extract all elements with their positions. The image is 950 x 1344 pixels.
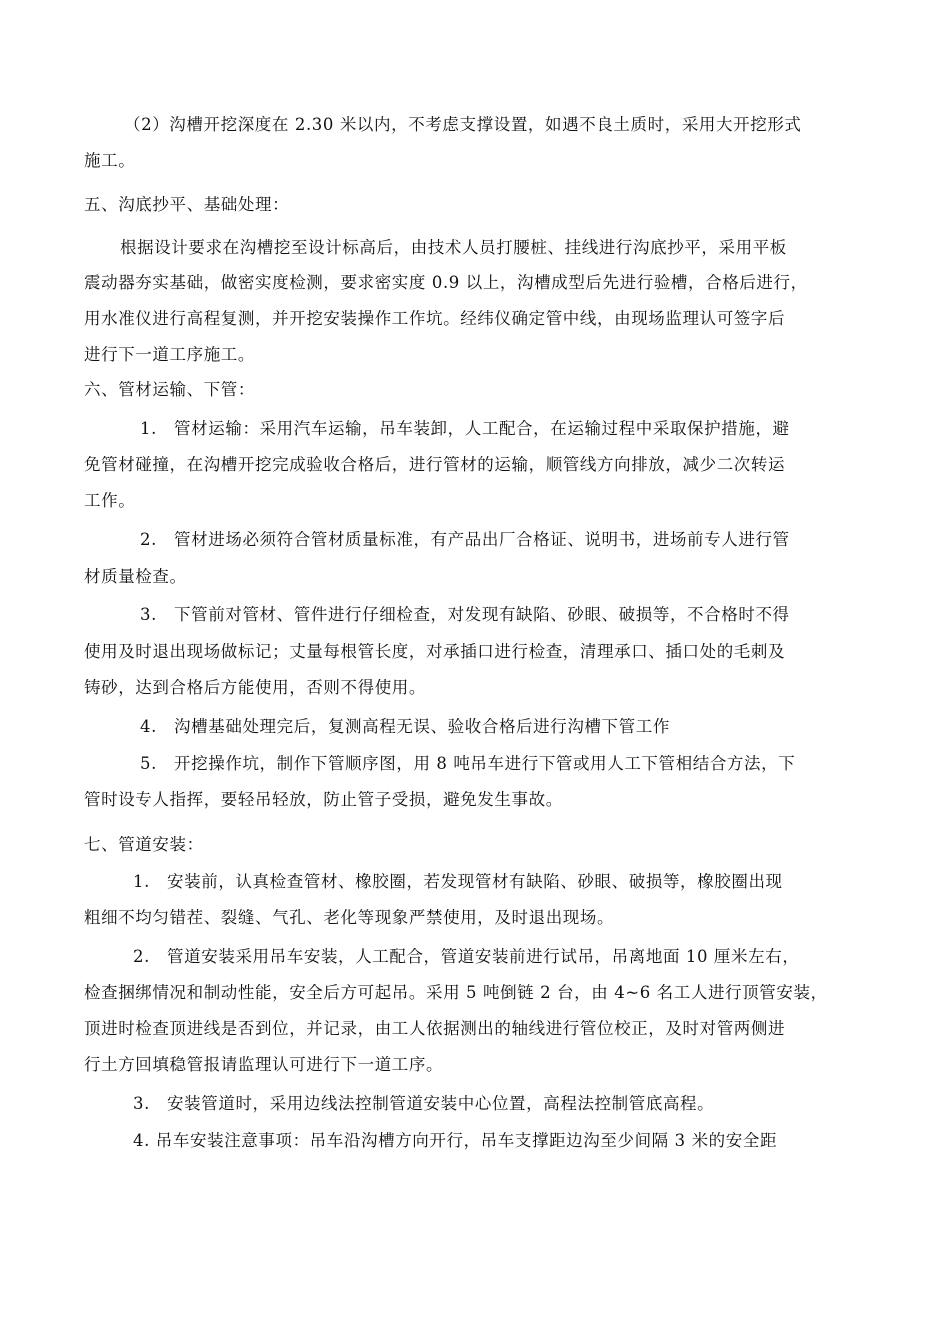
text-line: 3. 安装管道时，采用边线法控制管道安装中心位置，高程法控制管底高程。: [133, 1094, 715, 1113]
section-heading: 六、管材运输、下管：: [84, 380, 255, 399]
section-heading: 七、管道安装：: [84, 835, 204, 854]
text-line: 行土方回填稳管报请监理认可进行下一道工序。: [84, 1055, 444, 1074]
text-line: 检查捆绑情况和制动性能，安全后方可起吊。采用 5 吨倒链 2 台，由 4~6 名工人进行顶管安装，: [84, 983, 828, 1002]
text-line: 震动器夯实基础，做密实度检测，要求密实度 0.9 以上，沟槽成型后先进行验槽，合格后进行，: [84, 273, 808, 292]
text-line: 免管材碰撞，在沟槽开挖完成验收合格后，进行管材的运输，顺管线方向排放，减少二次转运: [84, 455, 786, 474]
text-line: 用水准仪进行高程复测，并开挖安装操作工作坑。经纬仪确定管中线，由现场监理认可签字后: [84, 309, 786, 328]
text-line: 5. 开挖操作坑，制作下管顺序图，用 8 吨吊车进行下管或用人工下管相结合方法，下: [140, 754, 796, 773]
text-line: 施工。: [84, 151, 136, 170]
text-line: 1. 安装前，认真检查管材、橡胶圈，若发现管材有缺陷、砂眼、破损等，橡胶圈出现: [133, 872, 783, 891]
text-line: 进行下一道工序施工。: [84, 345, 255, 364]
text-line: 2. 管材进场必须符合管材质量标准，有产品出厂合格证、说明书，进场前专人进行管: [140, 530, 790, 549]
text-line: 铸砂，达到合格后方能使用，否则不得使用。: [84, 678, 426, 697]
text-line: 粗细不均匀错茬、裂缝、气孔、老化等现象严禁使用，及时退出现场。: [84, 908, 615, 927]
section-heading: 五、沟底抄平、基础处理：: [84, 195, 290, 214]
text-line: 工作。: [84, 491, 136, 510]
text-line: 顶进时检查顶进线是否到位，并记录，由工人依据测出的轴线进行管位校正，及时对管两侧进: [84, 1019, 786, 1038]
text-line: 1. 管材运输：采用汽车运输，吊车装卸，人工配合，在运输过程中采取保护措施，避: [140, 419, 790, 438]
text-line: 管时设专人指挥，要轻吊轻放，防止管子受损，避免发生事故。: [84, 790, 563, 809]
text-line: 根据设计要求在沟槽挖至设计标高后，由技术人员打腰桩、挂线进行沟底抄平，采用平板: [120, 238, 787, 257]
text-line: 4. 吊车安装注意事项：吊车沿沟槽方向开行，吊车支撑距边沟至少间隔 3 米的安全距: [133, 1131, 778, 1150]
text-line: 2. 管道安装采用吊车安装，人工配合，管道安装前进行试吊，吊离地面 10 厘米左右，: [133, 947, 800, 966]
text-line: 4. 沟槽基础处理完后，复测高程无误、验收合格后进行沟槽下管工作: [140, 717, 670, 736]
text-line: 3. 下管前对管材、管件进行仔细检查，对发现有缺陷、砂眼、破损等，不合格时不得: [140, 605, 790, 624]
text-line: 使用及时退出现场做标记；丈量每根管长度，对承插口进行检查，清理承口、插口处的毛刺及: [84, 642, 786, 661]
text-line: 材质量检查。: [84, 567, 187, 586]
text-line: （2）沟槽开挖深度在 2.30 米以内，不考虑支撑设置，如遇不良土质时，采用大开挖形式: [124, 115, 802, 134]
